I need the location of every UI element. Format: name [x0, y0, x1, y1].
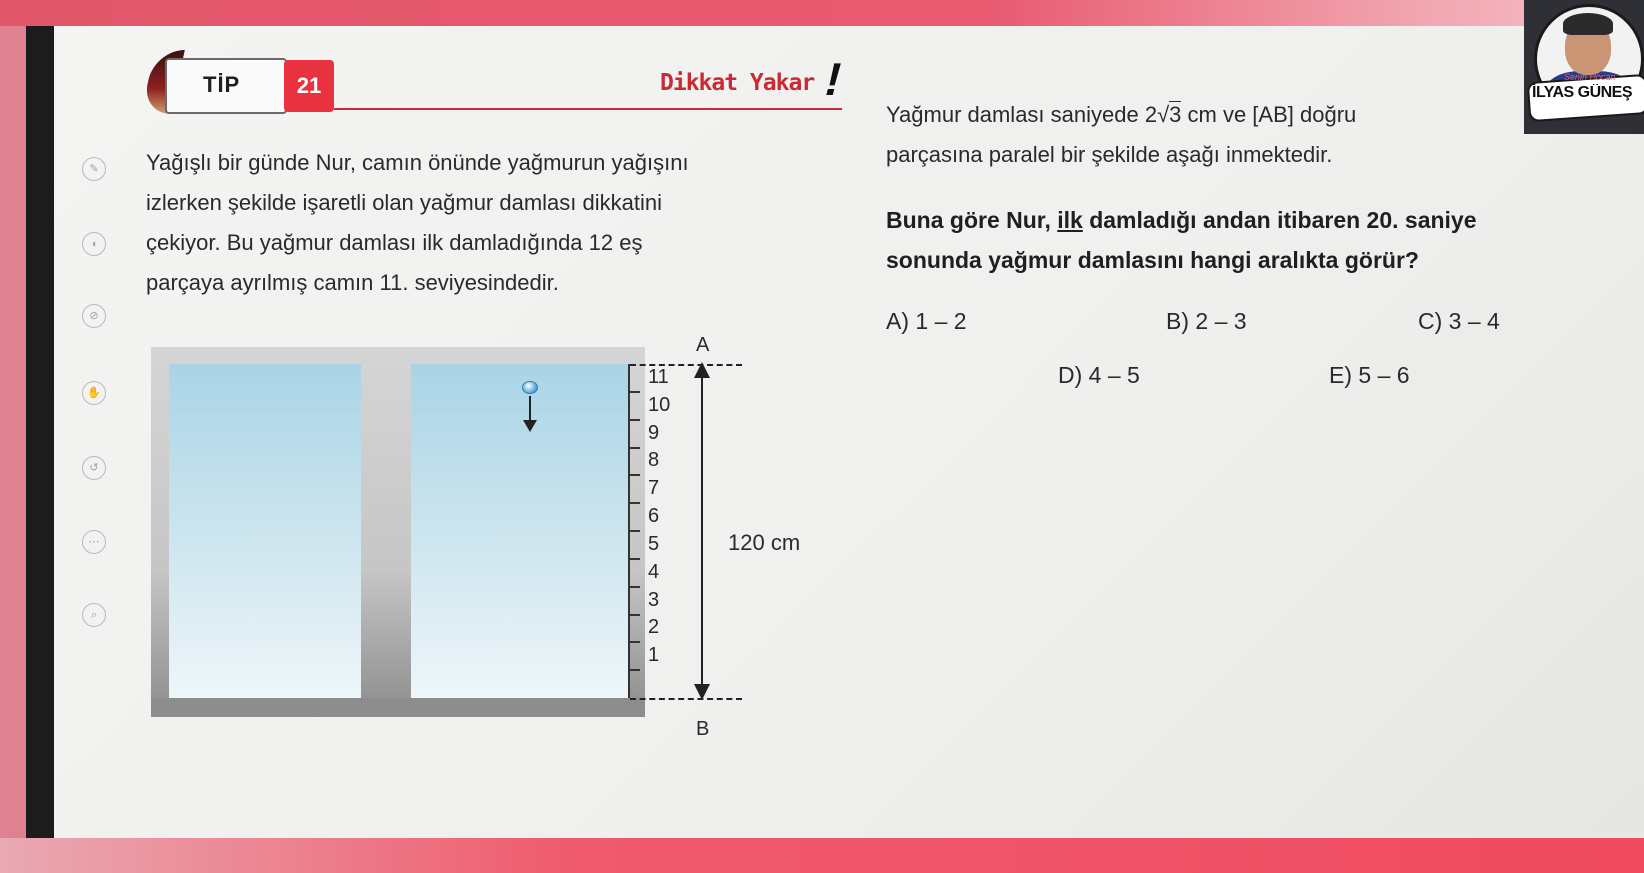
question-line-1 [886, 200, 1626, 240]
header-divider [334, 108, 842, 110]
ruler-tick [628, 530, 640, 532]
point-a-label: A [696, 334, 710, 356]
question [886, 200, 1626, 280]
level-label: 10 [648, 393, 671, 416]
level-label: 1 [648, 644, 660, 667]
intro-line: parçaya ayrılmış camın 11. seviyesindedir. [146, 270, 559, 295]
level-label: 8 [648, 449, 660, 472]
choice-c[interactable]: C) 3 – 4 [1418, 308, 1500, 334]
tip-label: TİP [203, 72, 241, 97]
level-label: 7 [648, 477, 660, 500]
question-pre: Buna göre Nur, [886, 207, 1058, 233]
sqrt-radicand: 3 [1169, 102, 1182, 127]
level-label: 2 [648, 616, 660, 639]
avatar-hair [1563, 13, 1613, 35]
marker-icon[interactable]: ◖ [82, 232, 106, 256]
info-line-2: parçasına paralel bir şekilde aşağı inmektedir. [886, 142, 1333, 167]
length-label: 120 cm [728, 530, 801, 555]
level-label: 3 [648, 588, 660, 611]
tip-number: 21 [284, 60, 334, 112]
choice-a[interactable]: A) 1 – 2 [886, 308, 967, 334]
ruler-tick [628, 641, 640, 643]
undo-icon[interactable]: ↺ [82, 456, 106, 480]
zoom-icon[interactable]: ⌕ [82, 603, 106, 627]
left-edge [26, 0, 54, 873]
ruler-tick [628, 614, 640, 616]
intro-line: Yağışlı bir günde Nur, camın önünde yağmurun yağışını [146, 150, 689, 175]
ruler-tick [628, 419, 640, 421]
level-label: 9 [648, 421, 660, 444]
ruler-tick [628, 669, 640, 671]
info-line-1 [886, 95, 1606, 135]
window-pane-right [411, 364, 629, 698]
point-b-label: B [696, 718, 710, 740]
ruler-tick [628, 558, 640, 560]
exclamation-icon: ! [819, 53, 848, 105]
hand-icon[interactable]: ✋ [82, 381, 106, 405]
arrow-down-icon [694, 684, 710, 700]
sqrt-symbol: √ [1157, 102, 1170, 127]
ruler-tick [628, 447, 640, 449]
choice-d[interactable]: D) 4 – 5 [1058, 362, 1140, 388]
intro-line: çekiyor. Bu yağmur damlası ilk damladığında 12 eş [146, 230, 643, 255]
question-post: damladığı andan itibaren 20. saniye [1082, 207, 1477, 233]
ruler-tick [628, 502, 640, 504]
more-icon[interactable]: ⋯ [82, 530, 106, 554]
top-bar [0, 0, 1644, 26]
info-line-1-post: cm ve [AB] doğru [1181, 102, 1357, 127]
window-sill [151, 698, 645, 717]
measure-line [701, 370, 703, 688]
pen-icon[interactable]: ✎ [82, 157, 106, 181]
choice-e[interactable]: E) 5 – 6 [1329, 362, 1410, 388]
ruler-tick [628, 391, 640, 393]
ruler-tick [628, 474, 640, 476]
raindrop-icon [522, 381, 538, 394]
presenter-tagline: Senin Hocan [1564, 72, 1616, 82]
level-label: 11 [648, 365, 669, 388]
question-underlined: ilk [1057, 207, 1083, 233]
arrow-up-icon [694, 362, 710, 378]
warning-label: Dikkat Yakar [660, 70, 815, 96]
level-b-dashed-line [630, 698, 742, 700]
level-label: 6 [648, 505, 660, 528]
window-pane-left [169, 364, 361, 698]
question-line-2: sonunda yağmur damlasını hangi aralıkta görür? [886, 247, 1419, 273]
problem-intro [146, 143, 836, 303]
presenter-name: İLYAS GÜNEŞ [1532, 84, 1633, 101]
intro-line: izlerken şekilde işaretli olan yağmur damlası dikkatini [146, 190, 663, 215]
eraser-icon[interactable]: ⊘ [82, 304, 106, 328]
level-label: 4 [648, 560, 660, 583]
level-a-dashed-line [630, 364, 742, 366]
bottom-bar [0, 838, 1644, 873]
info-line-1-pre: Yağmur damlası saniyede 2 [886, 102, 1158, 127]
level-label: 5 [648, 532, 660, 555]
ruler-tick [628, 586, 640, 588]
arrow-down-icon [523, 420, 537, 432]
choice-b[interactable]: B) 2 – 3 [1166, 308, 1247, 334]
problem-info [886, 95, 1606, 175]
